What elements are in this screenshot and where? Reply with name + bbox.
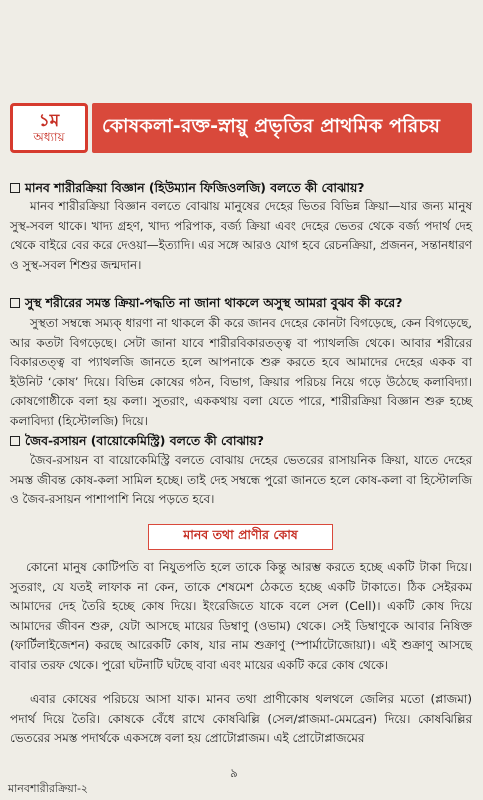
answer-paragraph: সুস্থতা সম্বন্ধে সম্যক্ ধারণা না থাকলে কী করে জানব দেহের কোনটা বিগড়েছে, কেন বিগড়েছে, আর কতটা বিগড়েছে। সেটা জানা যাবে শারীরবিকারতত্ত্ব বা প্যাথলজি থেকে। আবার শরীরের বিকারতত্ত্ব বা প্যাথলজি জানতে হলে আপনাকে শুরু করতে হবে আমাদের দেহের একক বা ইউনিট ‘কোষ’ দিয়ে। বিভিন্ন কোষের গঠন, বিভাগ, ক্রিয়ার পরিচয় নিয়ে গড়ে উঠেছে কলাবিদ্যা। কোষগোষ্ঠীকে বলা হয় কলা। সুতরাং, এককথায় বলা যেতে পারে, শারীরক্রিয়া বিজ্ঞান শুরু হচ্ছে কলাবিদ্যা (হিস্টোলজি) দিয়ে। bbox=[10, 316, 472, 428]
checkbox-bullet-icon bbox=[10, 298, 20, 308]
page-number: ৯ bbox=[230, 766, 238, 780]
question-text: সুস্থ শরীরের সমস্ত ক্রিয়া-পদ্ধতি না জানা থাকলে অসুস্থ আমরা বুঝব কী করে? bbox=[25, 295, 403, 310]
chapter-title: কোষকলা-রক্ত-স্নায়ু প্রভৃতির প্রাথমিক পরিচয় bbox=[92, 103, 472, 153]
question-heading bbox=[10, 179, 472, 196]
checkbox-bullet-icon bbox=[10, 183, 20, 193]
chapter-word: অধ্যায় bbox=[33, 130, 65, 144]
section-paragraph: এবার কোষের পরিচয়ে আসা যাক। মানব তথা প্রাণীকোষ থলথলে জেলির মতো (প্লাজমা) পদার্থ দিয়ে তৈরি। কোষকে বেঁধে রাখে কোষঝিল্লি (সেল/প্লাজমা-মেমব্রেন) দিয়ে। কোষঝিল্লির ভেতরের সমস্ত পদার্থকে একসঙ্গে বলা হয় প্রোটোপ্লাজম। এই প্রোটোপ্লাজমের bbox=[10, 692, 472, 746]
question-text: জৈব-রসায়ন (বায়োকেমিস্ট্রি) বলতে কী বোঝায়? bbox=[25, 433, 264, 448]
section-paragraph: কোনো মানুষ কোটিপতি বা নিযুতপতি হলে তাকে কিন্তু আরম্ভ করতে হচ্ছে একটি টাকা দিয়ে। সুতরাং, যে যতই লাফাক না কেন, তাকে শেষমেশ ঠেকতে হচ্ছে একটি টাকাতে। ঠিক সেইরকম আমাদের দেহ তৈরি হচ্ছে কোষ দিয়ে। ইংরেজিতে যাকে বলে সেল (Cell)। একটি কোষ দিয়ে আমাদের জীবন শুরু, যেটা আসছে মায়ের ডিম্বাণু (ওভাম) থেকে। সেই ডিম্বাণুকে আবার নিষিক্ত (ফার্টিলাইজেশন) করছে আরেকটি কোষ, যার নাম শুক্রাণু (স্পার্মাটোজোয়া)। এই শুক্রাণু আসছে বাবার তরফ থেকে। পুরো ঘটনাটি ঘটছে বাবা এবং মায়ের একটি করে কোষ থেকে। bbox=[10, 560, 472, 672]
checkbox-bullet-icon bbox=[10, 436, 20, 446]
section-heading: মানব তথা প্রাণীর কোষ bbox=[148, 524, 333, 550]
answer-paragraph: জৈব-রসায়ন বা বায়োকেমিস্ট্রি বলতে বোঝায় দেহের ভেতরের রাসায়নিক ক্রিয়া, যাতে দেহের সমস্ত জীবন্ত কোষ-কলা সামিল হচ্ছে। তাই দেহ সম্বন্ধে পুরো জানতে হলে কোষ-কলা বা হিস্টোলজি ও জৈব-রসায়ন পাশাপাশি নিয়ে পড়তে হবে। bbox=[10, 453, 472, 507]
question-heading bbox=[10, 432, 472, 449]
footer-book-title: মানবশারীরক্রিয়া-২ bbox=[8, 782, 89, 795]
chapter-number: ১ম bbox=[38, 111, 60, 131]
question-heading bbox=[10, 294, 472, 311]
chapter-banner bbox=[10, 103, 472, 153]
question-text: মানব শারীরক্রিয়া বিজ্ঞান (হিউম্যান ফিজিওলজি) বলতে কী বোঝায়? bbox=[25, 180, 365, 195]
chapter-badge bbox=[10, 103, 88, 153]
answer-paragraph: মানব শারীরক্রিয়া বিজ্ঞান বলতে বোঝায় মানুষের দেহের ভিতর বিভিন্ন ক্রিয়া—যার জন্য মানুষ সুস্থ-সবল থাকে। খাদ্য গ্রহণ, খাদ্য পরিপাক, বর্জ্য ক্রিয়া এবং দেহের ভেতর থেকে বর্জ্য পদার্থ দেহ থেকে বাইরে বের করে দেওয়া—ইত্যাদি। এর সঙ্গে আরও যোগ হবে রেচনক্রিয়া, প্রজনন, সন্তানধারণ ও সুস্থ-সবল শিশুর জন্মদান। bbox=[10, 199, 472, 272]
